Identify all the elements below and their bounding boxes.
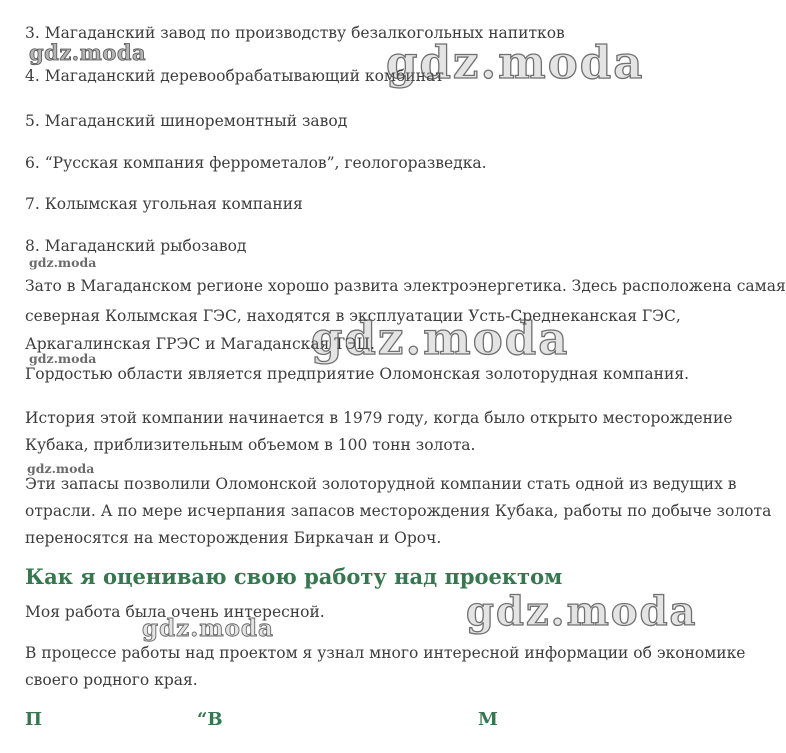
watermark: gdz.moda xyxy=(29,351,97,366)
cutoff-heading-fragment: “В xyxy=(197,709,223,730)
list-item: 7. Колымская угольная компания xyxy=(25,195,303,213)
list-item: 5. Магаданский шиноремонтный завод xyxy=(25,112,348,130)
watermark: gdz.moda xyxy=(386,36,645,89)
cutoff-heading-fragment: П xyxy=(25,709,42,730)
list-item: 3. Магаданский завод по производству безалкогольных напитков xyxy=(25,24,565,42)
cutoff-heading-fragment: М xyxy=(478,709,498,730)
watermark: gdz.moda xyxy=(29,255,97,270)
watermark: gdz.moda xyxy=(311,312,570,365)
cutoff-heading xyxy=(25,709,685,730)
paragraph-line: Зато в Магаданском регионе хорошо развита электроэнергетика. Здесь расположена самая xyxy=(25,277,786,295)
list-item: 8. Магаданский рыбозавод xyxy=(25,237,247,255)
paragraph-line: История этой компании начинается в 1979 году, когда было открыто месторождение xyxy=(25,409,733,427)
watermark: gdz.moda xyxy=(142,615,274,642)
paragraph-line: Аркагалинская ГРЭС и Магаданская ТЭЦ. xyxy=(25,335,375,353)
paragraph-line: Моя работа была очень интересной. xyxy=(25,603,325,621)
paragraph-line: Гордостью области является предприятие Оломонская золоторудная компания. xyxy=(25,365,690,383)
paragraph-line: северная Колымская ГЭС, находятся в эксплуатации Усть-Среднеканская ГЭС, xyxy=(25,307,681,325)
paragraph-line: отрасли. А по мере исчерпания запасов месторождения Кубака, работы по добыче золота xyxy=(25,502,772,520)
paragraph-line: переносятся на месторождения Биркачан и Ороч. xyxy=(25,529,442,547)
list-item: 4. Магаданский деревообрабатывающий комбинат xyxy=(25,67,444,85)
paragraph-line: своего родного края. xyxy=(25,671,198,689)
paragraph-line: В процессе работы над проектом я узнал много интересной информации об экономике xyxy=(25,644,746,662)
watermark: gdz.moda xyxy=(27,461,95,476)
paragraph-line: Эти запасы позволили Оломонской золоторудной компании стать одной из ведущих в xyxy=(25,475,737,493)
paragraph-line: Кубака, приблизительным объемом в 100 тонн золота. xyxy=(25,436,476,454)
list-item: 6. “Русская компания феррометалов”, геологоразведка. xyxy=(25,154,487,172)
watermark: gdz.moda xyxy=(29,40,147,65)
watermark: gdz.moda xyxy=(466,588,698,635)
section-heading: Как я оцениваю свою работу над проектом xyxy=(25,564,563,589)
